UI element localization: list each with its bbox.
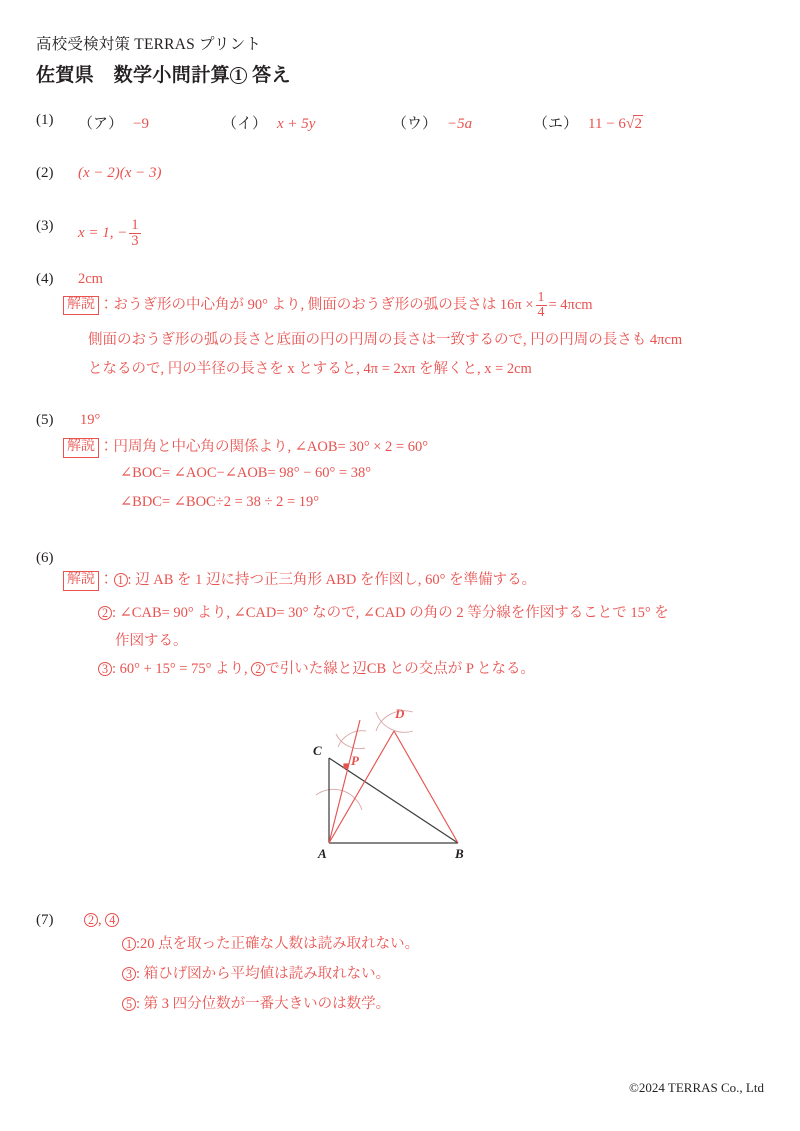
answer-1-c <box>392 112 472 133</box>
vertex-label-b: B <box>455 846 464 861</box>
explanation-6-step-2-wrap: 作図する。 <box>115 633 188 649</box>
question-number-5: (5) <box>36 412 54 428</box>
vertex-label-a: A <box>318 846 327 861</box>
explanation-5-line-3: ∠BDC= ∠BOC÷2 = 38 ÷ 2 = 19° <box>120 494 320 510</box>
fraction-numerator: 1 <box>131 217 139 233</box>
triangle-abc <box>329 758 458 843</box>
circled-answer-2: 2 <box>84 913 98 927</box>
circled-marker-5: 5 <box>122 997 136 1011</box>
explanation-7-note-2-text: : 箱ひげ図から平均値は読み取れない。 <box>136 966 391 982</box>
arc-bisector-2 <box>338 731 366 747</box>
question-number-2: (2) <box>36 165 54 181</box>
explanation-7-note-1 <box>122 932 419 953</box>
page-title-prefix: 佐賀県 数学小問計算 <box>36 65 231 86</box>
kaisetsu-badge-4: 解説 <box>63 296 99 316</box>
question-number-1: (1) <box>36 112 54 128</box>
fraction-denominator: 3 <box>131 232 139 249</box>
vertex-label-c: C <box>313 743 322 758</box>
sublabel-1-d: （エ） <box>533 116 579 132</box>
explanation-6-step-3-text-b: で引いた線と辺CB との交点が P となる。 <box>265 661 536 677</box>
explanation-5-colon: ： <box>99 439 114 455</box>
answer-7-separator: , <box>98 912 106 928</box>
answer-1-a <box>78 112 149 133</box>
explanation-6-step-1 <box>63 568 536 591</box>
arc-bisector-1 <box>336 734 365 749</box>
sublabel-1-b: （イ） <box>222 116 268 132</box>
answer-value-1-d: 11 − 6√2 <box>588 115 642 132</box>
fraction-one-third <box>129 218 140 248</box>
triangle-abd <box>329 731 458 843</box>
fraction-denominator: 4 <box>537 305 545 321</box>
answer-1-b <box>222 112 315 133</box>
explanation-6-step-2-text: : ∠CAB= 90° より, ∠CAD= 30° なので, ∠CAD の角の 2 等分線を作図することで 15° を <box>112 605 669 621</box>
explanation-5-text: 円周角と中心角の関係より, ∠AOB= 30° × 2 = 60° <box>113 439 429 455</box>
square-root-2: √2 <box>625 115 642 132</box>
circled-answer-4: 4 <box>105 913 119 927</box>
sublabel-1-a: （ア） <box>78 116 124 132</box>
explanation-4-line-2: 側面のおうぎ形の弧の長さと底面の円の円周の長さは一致するので, 円の円周の長さも 4πcm <box>88 332 683 348</box>
circled-number-1: 1 <box>230 67 247 84</box>
question-number-4: (4) <box>36 271 54 287</box>
circled-marker-2-inline: 2 <box>251 662 265 676</box>
explanation-4-colon: ： <box>99 296 114 313</box>
fraction-one-quarter <box>536 291 547 320</box>
circled-marker-2: 2 <box>98 606 112 620</box>
explanation-6-colon: ： <box>99 572 114 588</box>
explanation-7-note-3-text: : 第 3 四分位数が一番大きいのは数学。 <box>136 996 391 1012</box>
answer-value-2: (x − 2)(x − 3) <box>78 165 162 181</box>
sublabel-1-c: （ウ） <box>392 116 438 132</box>
construction-diagram <box>300 698 520 878</box>
page-title-suffix: 答え <box>252 65 291 86</box>
explanation-6-step-1-text: : 辺 AB を 1 辺に持つ正三角形 ABD を作図し, 60° を準備する。 <box>127 572 537 588</box>
circled-marker-1: 1 <box>114 573 128 587</box>
question-number-7: (7) <box>36 912 54 928</box>
circled-marker-3: 3 <box>122 967 136 981</box>
explanation-7-note-3 <box>122 992 390 1013</box>
answer-value-1-c: −5a <box>447 116 473 132</box>
series-title: 高校受検対策 TERRAS プリント <box>36 36 262 53</box>
answer-1-d <box>533 112 643 133</box>
point-p-marker <box>343 763 348 768</box>
explanation-4-text-b: = 4πcm <box>548 296 593 313</box>
segment-bd <box>394 731 458 843</box>
answer-value-1-a: −9 <box>133 116 149 132</box>
compass-arcs <box>316 711 413 810</box>
explanation-5-line-1 <box>63 435 428 458</box>
explanation-4-line-1 <box>63 291 593 320</box>
explanation-7-note-1-text: :20 点を取った正確な人数は読み取れない。 <box>136 936 420 952</box>
explanation-7-note-2 <box>122 962 390 983</box>
angle-bisector-ray <box>329 720 360 843</box>
explanation-6-step-3 <box>98 657 535 678</box>
answer-value-1-b: x + 5y <box>277 116 316 132</box>
answer-value-7 <box>84 912 119 929</box>
segment-ad <box>329 731 394 843</box>
answer-value-3 <box>78 218 143 248</box>
answer-value-4: 2cm <box>78 271 103 287</box>
circled-marker-3: 3 <box>98 662 112 676</box>
fraction-numerator: 1 <box>537 290 545 305</box>
construction-diagram-svg <box>300 698 520 878</box>
vertex-label-d: D <box>395 706 405 721</box>
vertex-label-p: P <box>351 753 359 768</box>
copyright-footer: ©2024 TERRAS Co., Ltd <box>629 1080 764 1095</box>
kaisetsu-badge-5: 解説 <box>63 438 99 458</box>
explanation-6-step-3-text-a: : 60° + 15° = 75° より, <box>112 661 252 677</box>
kaisetsu-badge-6: 解説 <box>63 571 99 591</box>
circled-marker-1: 1 <box>122 937 136 951</box>
explanation-4-text-a: おうぎ形の中心角が 90° より, 側面のおうぎ形の弧の長さは 16π × <box>113 296 534 313</box>
explanation-4-line-3: となるので, 円の半径の長さを x とすると, 4π = 2xπ を解くと, x = 2cm <box>88 361 532 377</box>
question-number-3: (3) <box>36 218 54 234</box>
question-number-6: (6) <box>36 550 54 566</box>
arc-at-a <box>316 789 362 810</box>
explanation-5-line-2: ∠BOC= ∠AOC−∠AOB= 98° − 60° = 38° <box>120 465 372 481</box>
answer-3-lead: x = 1, − <box>78 225 128 242</box>
explanation-6-step-2 <box>98 601 669 622</box>
answer-value-5: 19° <box>80 412 101 428</box>
segment-cb <box>329 758 458 843</box>
page-title <box>36 60 291 87</box>
